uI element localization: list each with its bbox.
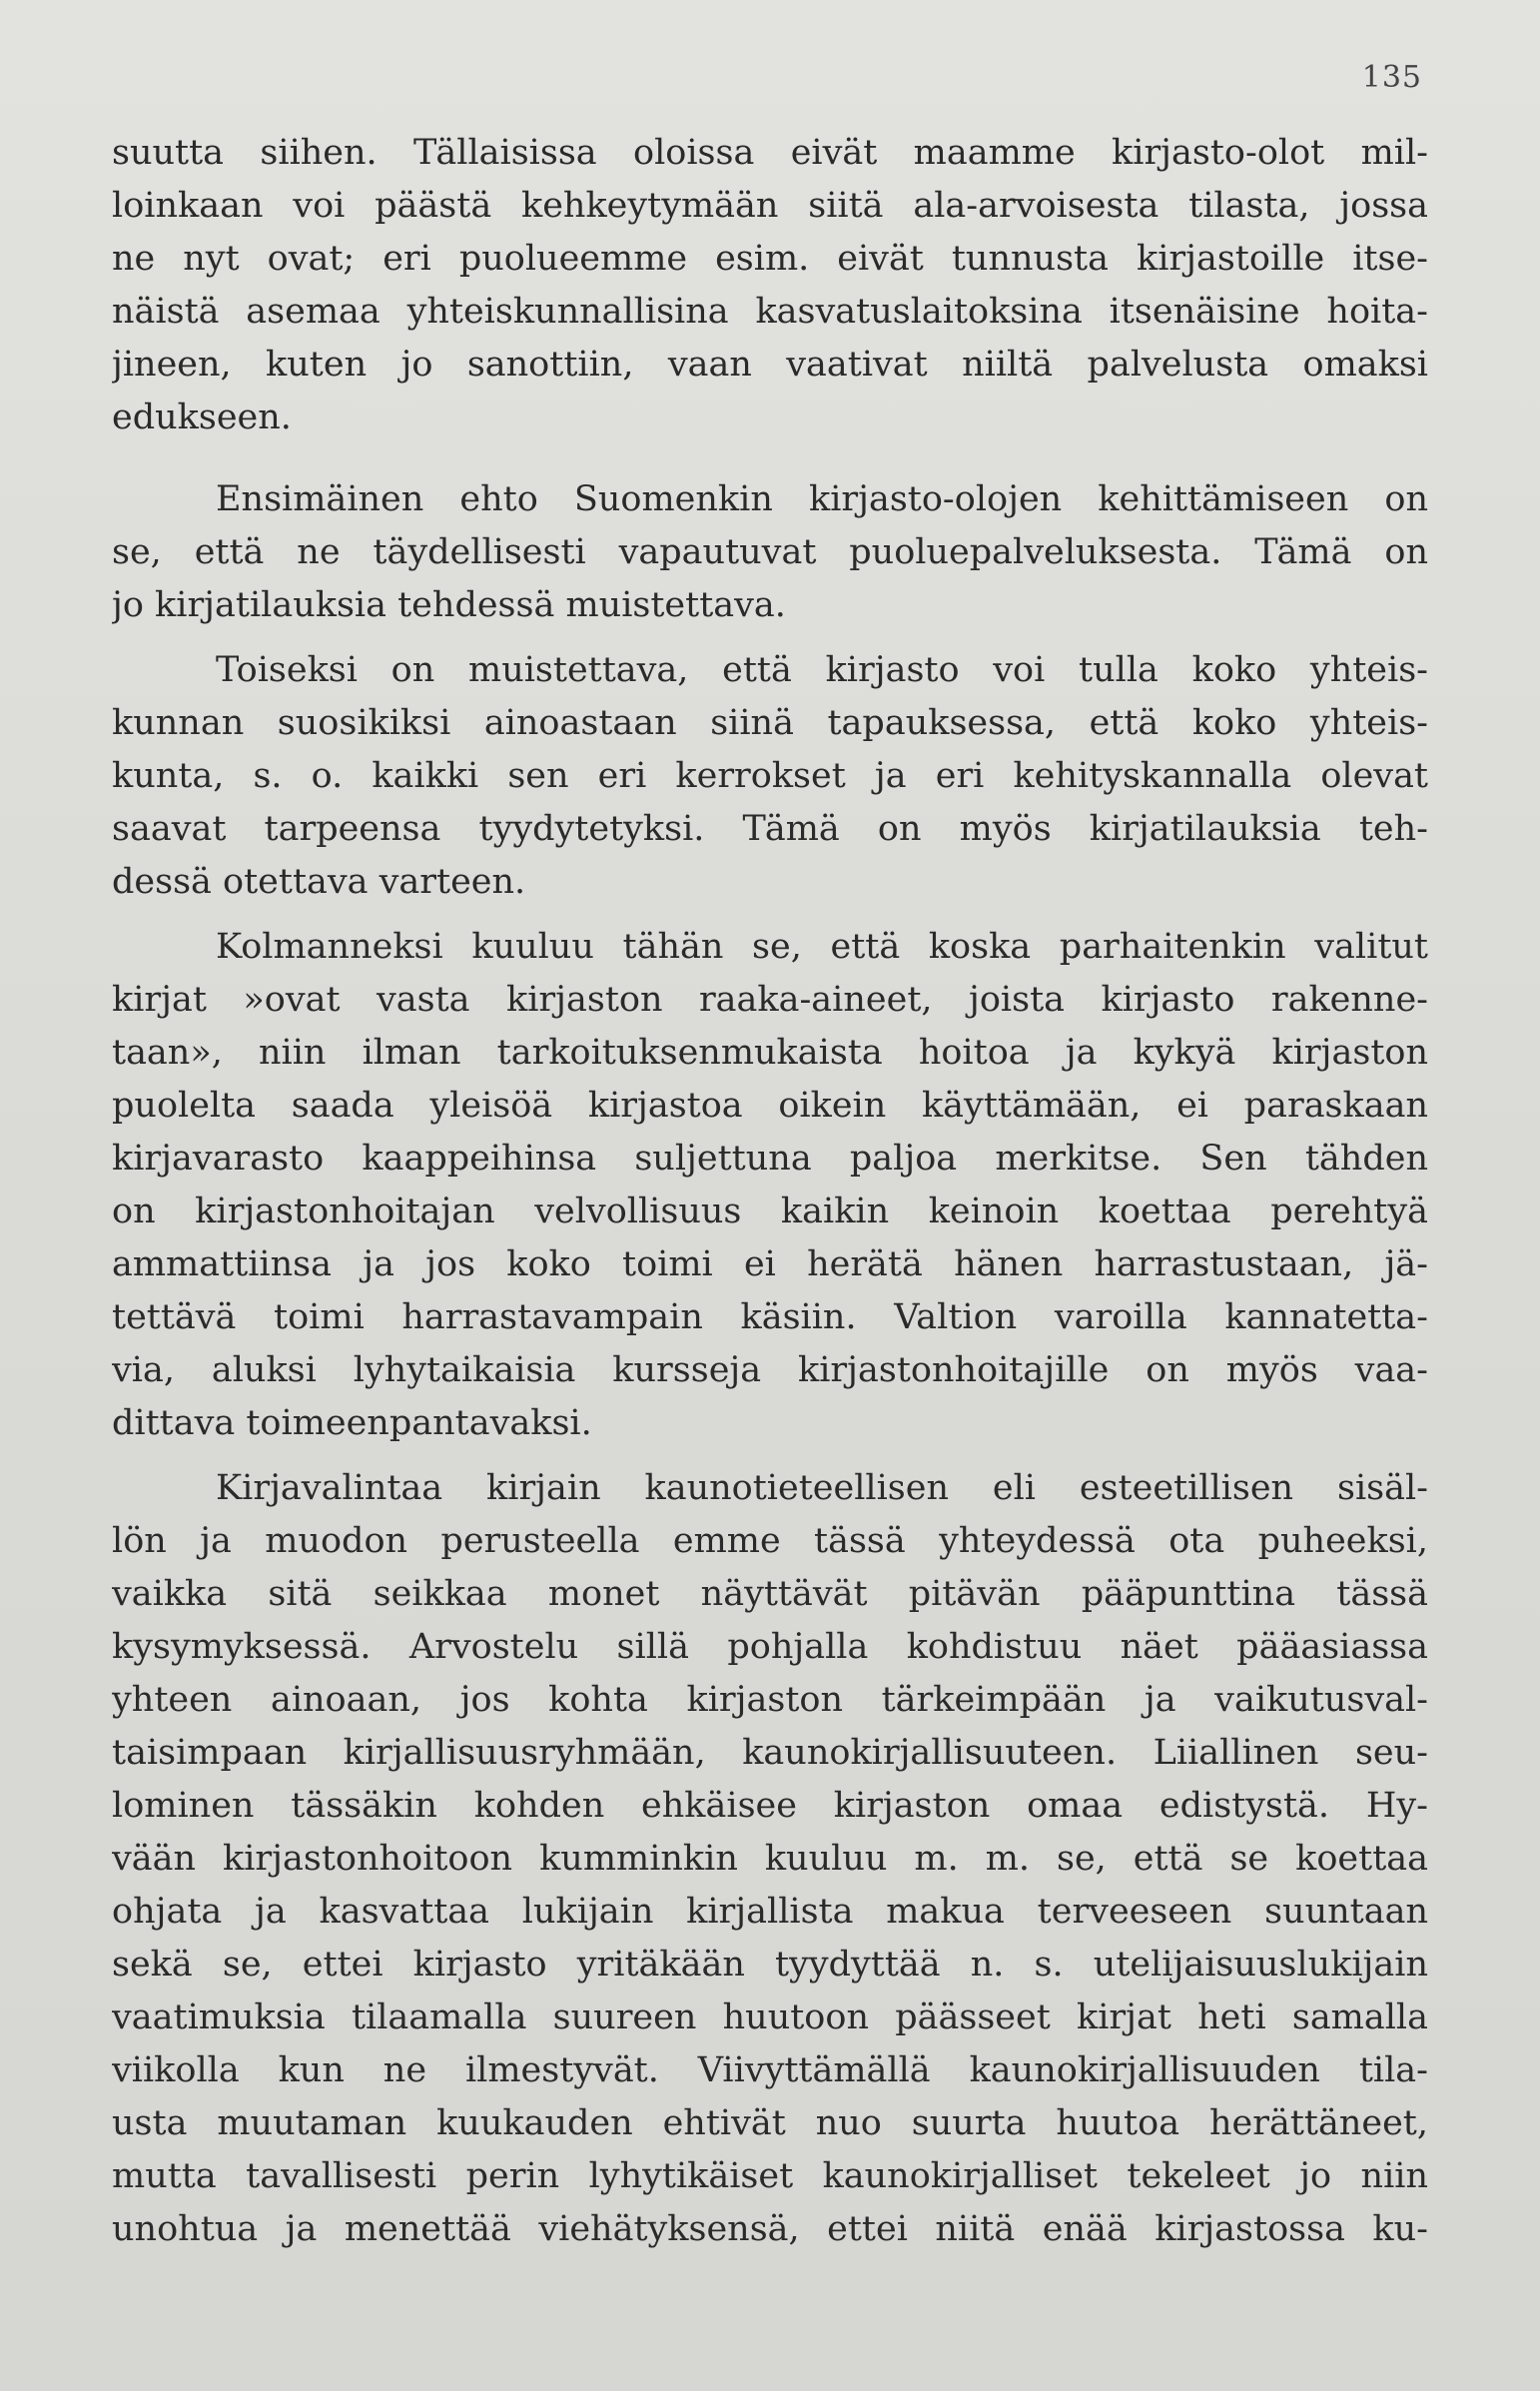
text-line: saavat tarpeensa tyydytetyksi. Tämä on myös kirjatilauksia teh-: [112, 809, 1428, 849]
text-line: Ensimäinen ehto Suomenkin kirjasto-olojen kehittämiseen on: [216, 479, 1428, 519]
text-line: puolelta saada yleisöä kirjastoa oikein käyttämään, ei paraskaan: [112, 1086, 1428, 1126]
text-line: dittava toimeenpantavaksi.: [112, 1403, 592, 1443]
text-line: usta muutaman kuukauden ehtivät nuo suurta huutoa herättäneet,: [112, 2103, 1428, 2143]
text-line: tettävä toimi harrastavampain käsiin. Valtion varoilla kannatetta-: [112, 1297, 1428, 1337]
text-line: näistä asemaa yhteiskunnallisina kasvatuslaitoksina itsenäisine hoita-: [112, 292, 1428, 332]
text-line: vään kirjastonhoitoon kumminkin kuuluu m. m. se, että se koettaa: [112, 1839, 1428, 1879]
text-line: se, että ne täydellisesti vapautuvat puoluepalveluksesta. Tämä on: [112, 532, 1428, 572]
text-line: kirjat »ovat vasta kirjaston raaka-aineet, joista kirjasto rakenne-: [112, 980, 1428, 1020]
text-line: on kirjastonhoitajan velvollisuus kaikin keinoin koettaa perehtyä: [112, 1192, 1428, 1231]
text-line: kirjavarasto kaappeihinsa suljettuna paljoa merkitse. Sen tähden: [112, 1139, 1428, 1179]
text-line: vaatimuksia tilaamalla suureen huutoon päässeet kirjat heti samalla: [112, 1997, 1428, 2037]
text-line: mutta tavallisesti perin lyhytikäiset kaunokirjalliset tekeleet jo niin: [112, 2156, 1428, 2196]
text-line: kunta, s. o. kaikki sen eri kerrokset ja eri kehityskannalla olevat: [112, 756, 1428, 796]
text-line: kunnan suosikiksi ainoastaan siinä tapauksessa, että koko yhteis-: [112, 703, 1428, 743]
text-line: via, aluksi lyhytaikaisia kursseja kirjastonhoitajille on myös vaa-: [112, 1350, 1428, 1390]
text-line: ne nyt ovat; eri puolueemme esim. eivät tunnusta kirjastoille itse-: [112, 239, 1428, 279]
text-line: loinkaan voi päästä kehkeytymään siitä ala-arvoisesta tilasta, jossa: [112, 186, 1428, 226]
text-line: taan», niin ilman tarkoituksenmukaista hoitoa ja kykyä kirjaston: [112, 1033, 1428, 1073]
text-line: jineen, kuten jo sanottiin, vaan vaativat niiltä palvelusta omaksi: [112, 345, 1428, 385]
text-line: jo kirjatilauksia tehdessä muistettava.: [112, 585, 786, 625]
text-line: sekä se, ettei kirjasto yritäkään tyydyttää n. s. utelijaisuuslukijain: [112, 1945, 1428, 1985]
text-line: Kirjavalintaa kirjain kaunotieteellisen eli esteetillisen sisäl-: [216, 1468, 1428, 1508]
page-number: 135: [1361, 60, 1422, 95]
text-line: edukseen.: [112, 398, 292, 437]
text-line: lominen tässäkin kohden ehkäisee kirjaston omaa edistystä. Hy-: [112, 1786, 1428, 1826]
text-line: dessä otettava varteen.: [112, 862, 526, 902]
text-line: viikolla kun ne ilmestyvät. Viivyttämällä kaunokirjallisuuden tila-: [112, 2050, 1428, 2090]
text-line: ohjata ja kasvattaa lukijain kirjallista makua terveeseen suuntaan: [112, 1892, 1428, 1932]
text-line: Toiseksi on muistettava, että kirjasto voi tulla koko yhteis-: [216, 650, 1428, 690]
text-line: ammattiinsa ja jos koko toimi ei herätä hänen harrastustaan, jä-: [112, 1244, 1428, 1284]
text-line: Kolmanneksi kuuluu tähän se, että koska parhaitenkin valitut: [216, 927, 1428, 967]
text-line: unohtua ja menettää viehätyksensä, ettei niitä enää kirjastossa ku-: [112, 2209, 1428, 2249]
text-line: yhteen ainoaan, jos kohta kirjaston tärkeimpään ja vaikutusval-: [112, 1680, 1428, 1720]
text-line: taisimpaan kirjallisuusryhmään, kaunokirjallisuuteen. Liiallinen seu-: [112, 1733, 1428, 1773]
text-line: suutta siihen. Tällaisissa oloissa eivät maamme kirjasto-olot mil-: [112, 133, 1428, 173]
text-line: lön ja muodon perusteella emme tässä yhteydessä ota puheeksi,: [112, 1521, 1428, 1561]
text-line: vaikka sitä seikkaa monet näyttävät pitävän pääpunttina tässä: [112, 1574, 1428, 1614]
text-line: kysymyksessä. Arvostelu sillä pohjalla kohdistuu näet pääasiassa: [112, 1627, 1428, 1667]
